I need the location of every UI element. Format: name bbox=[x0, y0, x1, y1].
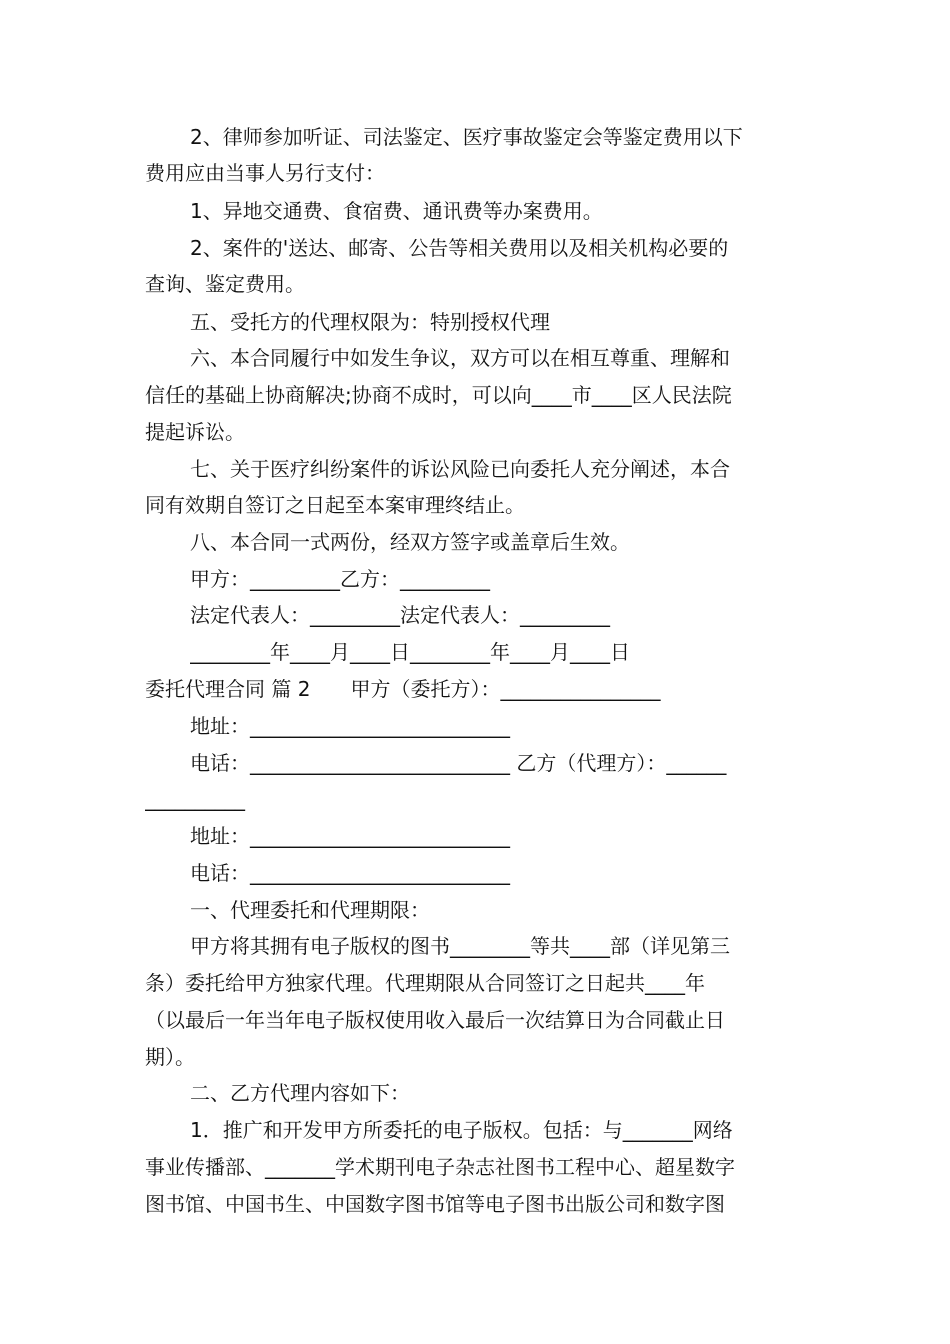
paragraph-line: （以最后一年当年电子版权使用收入最后一次结算日为合同截止日 bbox=[145, 1008, 725, 1032]
paragraph-line: 七、关于医疗纠纷案件的诉讼风险已向委托人充分阐述，本合 bbox=[190, 457, 730, 481]
paragraph-line: 六、本合同履行中如发生争议，双方可以在相互尊重、理解和 bbox=[190, 346, 730, 370]
signature-line: 甲方：_________乙方：_________ bbox=[190, 567, 490, 591]
address-line: 地址：__________________________ bbox=[190, 714, 510, 738]
address-line: 地址：__________________________ bbox=[190, 824, 510, 848]
paragraph-line: 条）委托给甲方独家代理。代理期限从合同签订之日起共____年 bbox=[145, 971, 705, 995]
paragraph-line: 1、异地交通费、食宿费、通讯费等办案费用。 bbox=[190, 199, 603, 223]
paragraph-line: 甲方将其拥有电子版权的图书________等共____部（详见第三 bbox=[190, 934, 730, 958]
paragraph-line: 期）。 bbox=[145, 1045, 195, 1069]
paragraph-line: 费用应由当事人另行支付： bbox=[145, 161, 385, 185]
phone-line: 电话：__________________________ bbox=[190, 861, 510, 885]
paragraph-line: 同有效期自签订之日起至本案审理终结止。 bbox=[145, 493, 525, 517]
paragraph-line: 2、律师参加听证、司法鉴定、医疗事故鉴定会等鉴定费用以下 bbox=[190, 125, 743, 149]
paragraph-line: 1．推广和开发甲方所委托的电子版权。包括：与_______网络 bbox=[190, 1118, 733, 1142]
paragraph-line: 事业传播部、_______学术期刊电子杂志社图书工程中心、超星数字 bbox=[145, 1155, 735, 1179]
paragraph-line: 查询、鉴定费用。 bbox=[145, 272, 305, 296]
signature-line: 法定代表人：_________法定代表人：_________ bbox=[190, 603, 610, 627]
paragraph-line: __________ bbox=[145, 787, 245, 811]
paragraph-line: 2、案件的'送达、邮寄、公告等相关费用以及相关机构必要的 bbox=[190, 236, 729, 260]
section-heading-line: 二、乙方代理内容如下： bbox=[190, 1081, 410, 1105]
paragraph-line: 信任的基础上协商解决;协商不成时，可以向____市____区人民法院 bbox=[145, 383, 732, 407]
paragraph-line: 提起诉讼。 bbox=[145, 420, 245, 444]
paragraph-line: 五、受托方的代理权限为：特别授权代理 bbox=[190, 310, 550, 334]
section-heading-line: 一、代理委托和代理期限： bbox=[190, 898, 430, 922]
paragraph-line: 八、本合同一式两份，经双方签字或盖章后生效。 bbox=[190, 530, 630, 554]
date-line: ________年____月____日________年____月____日 bbox=[190, 640, 630, 664]
section-heading-line: 委托代理合同 篇 2 甲方（委托方）：________________ bbox=[145, 677, 661, 701]
paragraph-line: 图书馆、中国书生、中国数字图书馆等电子图书出版公司和数字图 bbox=[145, 1192, 725, 1216]
phone-line: 电话：__________________________ 乙方（代理方）：______ bbox=[190, 751, 727, 775]
